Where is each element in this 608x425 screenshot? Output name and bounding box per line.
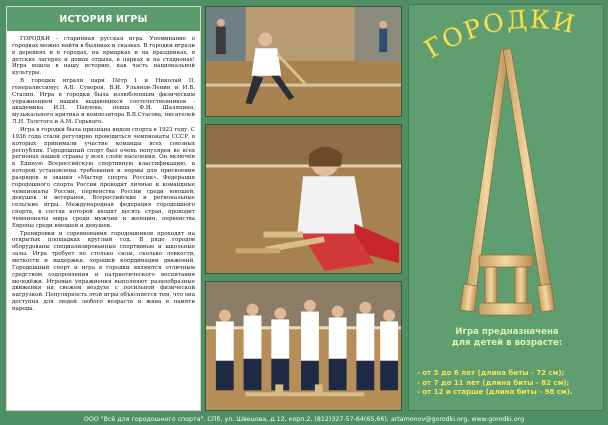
history-paragraph: Игра в городки была признана видом спорта в 1923 году. С 1936 года стали регулярно проводиться чемпионаты СССР, в которых принимали участие команды всех союзных республик. Городошный спорт был очень популярен во всех регионах нашей страны у всех слоёв населения. Он включён в Единую Всероссийскую спортивную классификацию, в которой установлены требования и нормы для присвоения разрядов и звания «Мастер спорта России». Федерация городошного спорта России проводит личные и командные чемпионаты России, первенства России среди юношей, девушек и ветеранов, Всероссийские и региональные сельские игры. Международная федерация городошного спорта, в состав которой входят десять стран, проводит чемпионаты мира среди мужчин и женщин, первенства Европы среди юношей и девушек. <box>12 126 195 229</box>
history-paragraph: Тренировки и соревнования городошников проходят на открытых площадках круглый год. В ряде городов оборудованы специализированные спортивные и школьные залы. Игра требует не столько силы, сколько ловкости, меткости и выдержки, хорошей координации движений. Городошный спорт и игра в городки являются отличным средством оздоровления и патриотического воспитания молодёжи. Игровые упражнения выполняют разнообразные движения на свежем воздухе с посильной физической нагрузкой. Популярность этой игры объясняется тем, что она доступна для людей любого возраста и жива в памяти народа. <box>12 230 195 312</box>
pin-gate <box>479 255 533 315</box>
bat-left <box>460 49 509 312</box>
audience-line-1: Игра предназначена <box>455 327 559 337</box>
photo-children-group <box>205 281 402 411</box>
history-heading: ИСТОРИЯ ИГРЫ <box>59 13 148 25</box>
audience-heading <box>409 327 605 349</box>
age-item: - от 3 до 6 лет (длина биты - 72 см); <box>417 369 565 377</box>
title-text: ГОРОДКИ <box>419 5 579 64</box>
promo-panel <box>408 4 604 411</box>
history-text <box>7 31 200 313</box>
history-paragraph: ГОРОДКИ – старинная русская игра. Упоминание о городках можно найти в былинах и сказках. В городки играли в деревнях и в городах, на ярмарках и на праздниках, в детских лагерях и домах отдыха, в парках и на стадионах! Игра вошла в нашу историю, как часть национальной культуры. <box>12 36 195 77</box>
age-item: - от 12 и старше (длина биты - 98 см). <box>417 388 573 396</box>
age-item: - от 7 до 11 лет (длина биты - 82 см); <box>417 378 570 387</box>
gorodki-pins-illustration <box>449 49 565 319</box>
photo-column <box>205 6 402 411</box>
bat-right <box>503 49 555 312</box>
footer-text: ООО "Всё для городошного спорта". СПб, ул. Швецова, д.12, корп.2, (812)327-57-64(65,66), artamonov@gorodki.org, www.gorodki.org <box>83 415 525 423</box>
photo-boy-throwing <box>205 6 402 117</box>
history-heading-bar <box>7 7 200 31</box>
age-list <box>417 369 603 398</box>
history-paragraph: В городки играли цари Пётр I и Николай II, генералиссимус А.В. Суворов, В.И. Ульянов-Ленин и И.В. Сталин. Игра в городки была излюбленным физическим упражнением наших выдающихся соотечественников - академика И.П. Павлова, певца Ф.И. Шаляпина, музыкального критика и композитора В.В.Стасова, писателей Л.Н. Толстого и А.М. Горького. <box>12 78 195 126</box>
audience-line-2: для детей в возрасте: <box>451 338 563 348</box>
photo-girl-arranging-pins <box>205 124 402 274</box>
contact-footer <box>0 413 608 425</box>
history-column <box>6 6 201 411</box>
